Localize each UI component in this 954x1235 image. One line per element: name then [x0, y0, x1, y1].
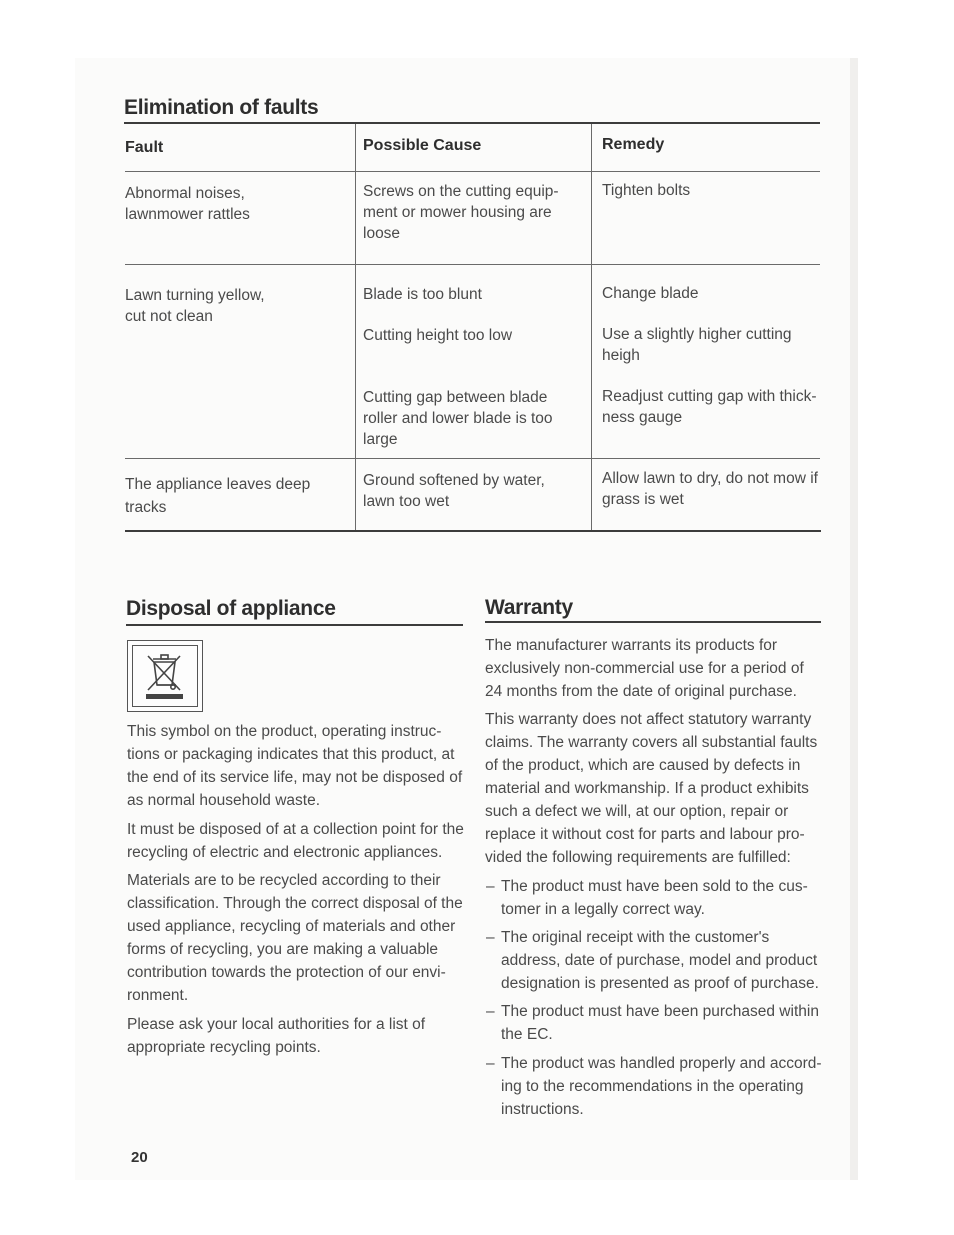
disposal-title-rule — [126, 624, 463, 626]
row1-cause: Screws on the cutting equip- ment or mower housing are loose — [363, 183, 559, 242]
dash-marker: – — [486, 1003, 495, 1020]
row3-cause: Ground softened by water, lawn too wet — [363, 472, 545, 510]
disposal-title: Disposal of appliance — [126, 597, 336, 620]
dash-marker: – — [486, 878, 495, 895]
warranty-requirement-4: – The product was handled properly and accord- ing to the recommendations in the operating instructions. — [486, 1052, 822, 1121]
header-remedy: Remedy — [602, 136, 665, 153]
warranty-paragraph-2: This warranty does not affect statutory warranty claims. The warranty covers all substantial faults of the product, which are caused by defects in material and workmanship. If a product exhibits such a defect we will, at our option, repair or replace it without cost for parts and labour pro- vided the following requirements are fulfilled: — [485, 711, 818, 866]
faults-title-rule — [124, 122, 820, 124]
row1-fault: Abnormal noises, lawnmower rattles — [125, 185, 250, 223]
header-divider — [125, 171, 820, 172]
disposal-paragraph-2: It must be disposed of at a collection point for the recycling of electric and electronic appliances. — [127, 821, 464, 861]
warranty-requirement-3: – The product must have been purchased within the EC. — [486, 1000, 819, 1046]
page-number: 20 — [131, 1149, 148, 1166]
row1-remedy: Tighten bolts — [602, 182, 691, 199]
header-cause: Possible Cause — [363, 137, 482, 154]
row3-remedy: Allow lawn to dry, do not mow if grass is wet — [602, 470, 818, 508]
column-divider-1 — [355, 124, 356, 530]
disposal-paragraph-1: This symbol on the product, operating instruc- tions or packaging indicates that this product, at the end of its service life, may not be disposed of as normal household waste. — [127, 723, 463, 809]
row2-cause-3: Cutting gap between blade roller and lower blade is too large — [363, 389, 553, 448]
warranty-paragraph-1: The manufacturer warrants its products for exclusively non-commercial use for a period of 24 months from the date of original purchase. — [485, 637, 804, 700]
crossed-out-wheelie-bin-icon — [127, 640, 203, 712]
column-divider-2 — [591, 124, 592, 530]
row2-cause-1: Blade is too blunt — [363, 286, 482, 303]
row2-remedy-3: Readjust cutting gap with thick- ness gauge — [602, 388, 817, 426]
row2-remedy-2: Use a slightly higher cutting heigh — [602, 326, 792, 364]
table-bottom-rule — [125, 530, 821, 532]
row2-cause-2: Cutting height too low — [363, 327, 513, 344]
header-fault: Fault — [125, 139, 164, 156]
row2-fault: Lawn turning yellow, cut not clean — [125, 287, 265, 325]
row-divider-1 — [125, 264, 820, 265]
row3-fault: The appliance leaves deep tracks — [125, 476, 311, 516]
disposal-paragraph-4: Please ask your local authorities for a list of appropriate recycling points. — [127, 1016, 426, 1056]
warranty-title: Warranty — [485, 596, 573, 619]
dash-marker: – — [486, 1055, 495, 1072]
warranty-requirement-2: – The original receipt with the customer's address, date of purchase, model and product designation is presented as proof of purchase. — [486, 926, 819, 995]
disposal-paragraph-3: Materials are to be recycled according to their classification. Through the correct disposal of the used appliance, recycling of materials and other forms of recycling, you are making a valuable contribution towards the protection of our envi- ronment. — [127, 872, 463, 1004]
page-edge — [850, 58, 858, 1180]
warranty-title-rule — [485, 621, 821, 623]
row-divider-2 — [125, 458, 820, 459]
dash-marker: – — [486, 929, 495, 946]
warranty-requirement-1: – The product must have been sold to the cus- tomer in a legally correct way. — [486, 875, 808, 921]
row2-remedy-1: Change blade — [602, 285, 699, 302]
faults-title: Elimination of faults — [124, 96, 319, 119]
